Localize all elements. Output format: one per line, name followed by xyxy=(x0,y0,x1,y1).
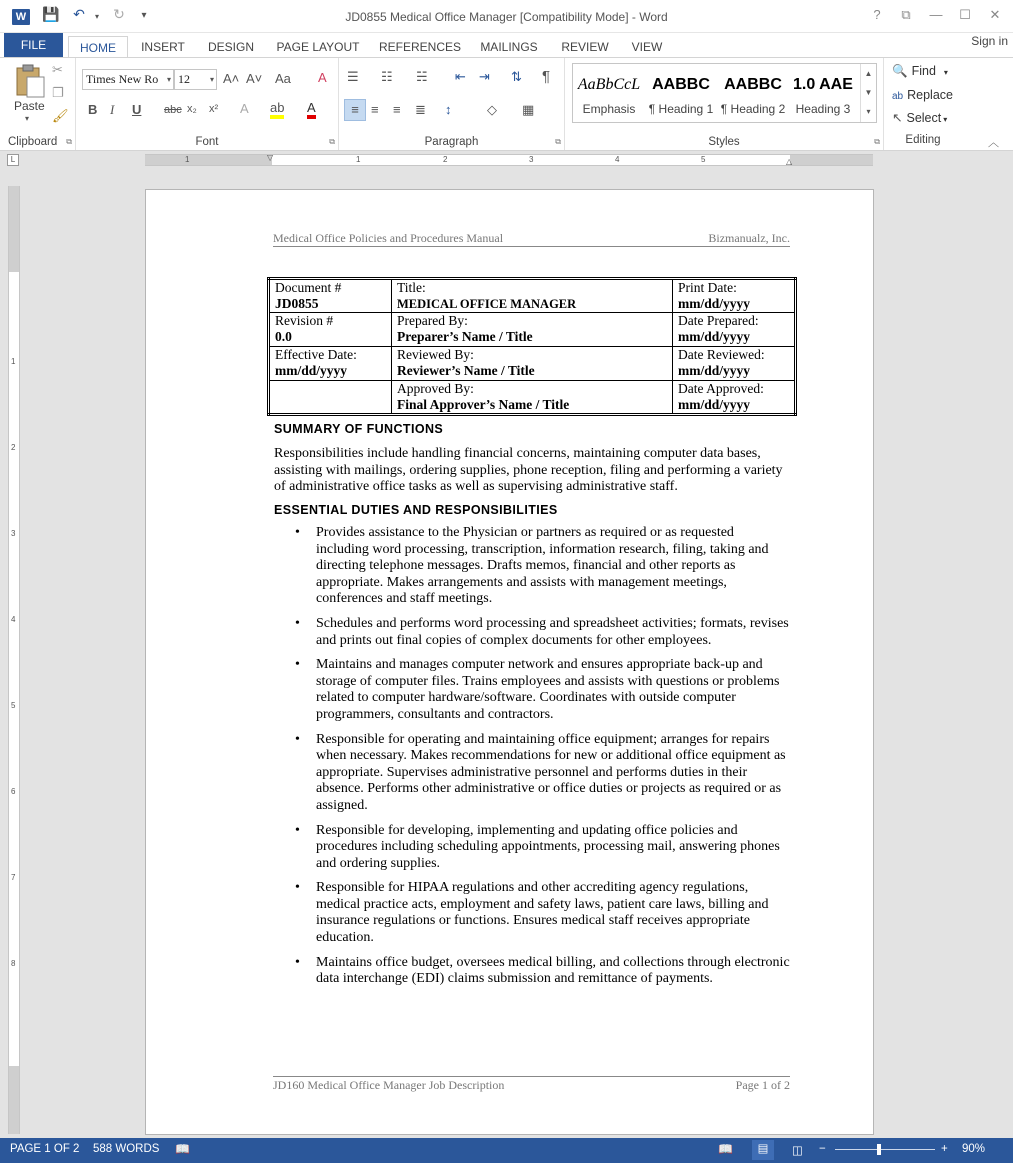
duty-text: Provides assistance to the Physician or partners as required or as requested including word processing, transcription, information research, filing, taking and directing telephone messages. Drafts memos, financial and other reports as appropriate. Makes arrangements and assists with management meetings, conferences and staff meetings. xyxy=(316,525,769,607)
table-row xyxy=(269,279,796,313)
style-heading-3-name: Heading 3 xyxy=(795,102,851,116)
tab-view[interactable]: VIEW xyxy=(631,40,663,54)
styles-more-icon[interactable]: ▾ xyxy=(866,107,871,116)
list-item xyxy=(290,616,790,649)
duty-text: Responsible for developing, implementing and updating office policies and procedures including scheduling appointments, processing mail, answering phones and ordering supplies. xyxy=(316,822,780,871)
table-cell xyxy=(673,313,796,347)
word-count[interactable]: 588 WORDS xyxy=(93,1143,160,1155)
show-formatting-icon[interactable]: ¶ xyxy=(542,68,551,85)
font-launcher-icon[interactable]: ⧉ xyxy=(329,137,335,146)
cell-label: Date Approved: xyxy=(678,381,764,396)
duty-text: Responsible for operating and maintaining office equipment; arranges for repairs when necessary. Makes recommendations for new or additional office equipment as appropriate. Supervises administrative personnel and performs duties in their absence. Performs other administrative or office duties or projects as required or as assigned. xyxy=(316,731,786,813)
highlight-icon[interactable]: ab xyxy=(270,101,284,119)
zoom-level[interactable]: 90% xyxy=(962,1143,986,1155)
font-color-icon[interactable]: A xyxy=(307,101,316,119)
cell-value: MEDICAL OFFICE MANAGER xyxy=(397,297,577,311)
clipboard-label: Clipboard xyxy=(8,136,58,148)
ruler-left-margin xyxy=(145,155,272,165)
underline-icon[interactable]: U xyxy=(132,102,142,117)
format-painter-icon[interactable]: 🖌 xyxy=(52,108,69,123)
duty-text: Responsible for HIPAA regulations and other accrediting agency regulations, medical practice acts, employment and safety laws, patient care laws, billing and insurance regulations or functions. Ensures medical staff receives appropriate education. xyxy=(316,880,769,946)
read-mode-icon[interactable]: 📖 xyxy=(718,1142,733,1156)
sign-in-link[interactable]: Sign in xyxy=(971,34,1008,48)
line-spacing-icon[interactable]: ↕ xyxy=(445,102,452,117)
font-size-dropdown-icon[interactable]: ▾ xyxy=(209,75,214,84)
style-heading-1[interactable] xyxy=(645,64,717,122)
table-row xyxy=(269,347,796,381)
summary-heading: SUMMARY OF FUNCTIONS xyxy=(274,422,444,436)
vertical-ruler[interactable] xyxy=(8,186,20,1134)
table-cell xyxy=(392,279,673,313)
increase-indent-icon[interactable]: ⇥ xyxy=(479,69,490,84)
font-group xyxy=(76,58,339,150)
paragraph-group xyxy=(339,58,565,150)
font-name-value: Times New Ro xyxy=(86,72,159,86)
title-bar xyxy=(0,0,1013,33)
bullet-icon: • xyxy=(295,525,300,540)
list-item xyxy=(290,955,790,988)
ruler-tick: 3 xyxy=(11,529,16,538)
header-left: Medical Office Policies and Procedures Manual xyxy=(273,231,504,245)
styles-scroll[interactable] xyxy=(860,64,876,122)
bullet-icon: • xyxy=(295,731,300,747)
ruler-tick: 6 xyxy=(11,787,16,796)
cell-value: mm/dd/yyyy xyxy=(275,363,348,378)
cell-value: Preparer’s Name / Title xyxy=(397,329,533,344)
font-name-box[interactable] xyxy=(82,69,174,90)
tab-insert[interactable]: INSERT xyxy=(141,40,185,54)
word-app-icon[interactable]: W xyxy=(12,9,30,25)
help-icon[interactable]: ? xyxy=(873,7,881,22)
cell-label: Prepared By: xyxy=(397,313,468,328)
table-row xyxy=(269,313,796,347)
ruler-tick: 4 xyxy=(615,155,620,164)
bullet-icon: • xyxy=(295,954,300,970)
strikethrough-icon[interactable]: abc xyxy=(164,104,182,116)
multilevel-list-icon[interactable]: ☵ xyxy=(416,69,428,84)
style-heading-1-sample: AABBC xyxy=(652,76,710,93)
justify-icon[interactable]: ≣ xyxy=(415,102,426,117)
web-layout-icon[interactable]: ◫ xyxy=(792,1145,803,1157)
print-layout-icon[interactable]: ▤ xyxy=(752,1140,774,1160)
table-cell xyxy=(269,381,392,415)
styles-label: Styles xyxy=(708,136,740,148)
cell-label: Revision # xyxy=(275,313,334,328)
subscript-icon[interactable]: x₂ xyxy=(187,103,197,115)
font-size-value: 12 xyxy=(178,72,190,86)
document-page[interactable] xyxy=(145,189,874,1135)
undo-dropdown-icon[interactable]: ▾ xyxy=(94,12,99,21)
ribbon-display-options-icon[interactable]: ⧉ xyxy=(901,7,911,22)
style-heading-2[interactable] xyxy=(717,64,789,122)
collapse-ribbon-icon[interactable]: ︿ xyxy=(988,137,999,149)
italic-icon[interactable]: I xyxy=(110,102,115,117)
cell-value: 0.0 xyxy=(275,329,292,344)
tab-file[interactable]: FILE xyxy=(4,33,63,58)
font-size-box[interactable] xyxy=(174,69,217,90)
ruler-tick: 2 xyxy=(443,155,448,164)
maximize-icon[interactable]: ☐ xyxy=(959,7,971,22)
cell-value: mm/dd/yyyy xyxy=(678,329,751,344)
cut-icon[interactable]: ✂ xyxy=(52,62,63,77)
copy-icon[interactable]: ❐ xyxy=(52,85,64,100)
list-item xyxy=(290,823,790,873)
bullet-icon: • xyxy=(295,657,300,673)
tab-design[interactable]: DESIGN xyxy=(207,40,254,54)
ruler-tick: 1 xyxy=(11,357,16,366)
cell-label: Document # xyxy=(275,280,342,295)
cell-label: Title: xyxy=(397,280,426,295)
ruler-tick: 5 xyxy=(701,155,706,164)
close-icon[interactable]: ✕ xyxy=(989,7,1001,22)
tab-review[interactable]: REVIEW xyxy=(561,40,609,54)
borders-icon[interactable]: ▦ xyxy=(522,102,535,117)
table-cell xyxy=(269,347,392,381)
select-button[interactable] xyxy=(892,110,947,125)
page-header xyxy=(273,231,790,247)
style-heading-3-sample: 1.0 AAE xyxy=(793,76,853,93)
font-name-dropdown-icon[interactable]: ▾ xyxy=(166,75,171,84)
customize-qat-icon[interactable]: ▾ xyxy=(141,10,147,21)
duties-list xyxy=(290,525,790,996)
font-label: Font xyxy=(195,136,219,148)
ruler-tick: 5 xyxy=(11,701,16,710)
cell-label: Effective Date: xyxy=(275,347,357,362)
undo-icon[interactable]: ↶ xyxy=(73,6,85,22)
tab-selector-icon[interactable]: L xyxy=(7,154,19,166)
cell-value: mm/dd/yyyy xyxy=(678,397,751,412)
cell-value: Final Approver’s Name / Title xyxy=(397,397,570,412)
numbering-icon[interactable]: ☷ xyxy=(381,69,393,84)
bullets-icon[interactable]: ☰ xyxy=(347,69,359,84)
clipboard-group xyxy=(0,58,76,150)
change-case-icon[interactable]: Aa xyxy=(275,71,291,86)
zoom-out-icon[interactable]: − xyxy=(819,1143,826,1155)
status-bar xyxy=(0,1138,1013,1163)
proofing-icon[interactable]: 📖 xyxy=(175,1142,190,1156)
document-control-table xyxy=(267,277,797,416)
cell-value: JD0855 xyxy=(275,296,319,311)
table-cell xyxy=(392,313,673,347)
cell-value: mm/dd/yyyy xyxy=(678,296,751,311)
style-heading-3[interactable] xyxy=(789,64,857,122)
find-label: Find xyxy=(911,64,936,78)
decrease-indent-icon[interactable]: ⇤ xyxy=(455,69,466,84)
grow-font-icon[interactable]: A˄ xyxy=(223,71,240,86)
list-item xyxy=(290,525,790,608)
ruler-tick: 3 xyxy=(529,155,534,164)
duties-heading: ESSENTIAL DUTIES AND RESPONSIBILITIES xyxy=(274,503,558,517)
tab-page-layout[interactable]: PAGE LAYOUT xyxy=(276,40,360,54)
right-indent-marker[interactable]: △ xyxy=(786,157,793,166)
list-item xyxy=(290,732,790,815)
style-heading-2-sample: AABBC xyxy=(724,76,782,93)
cell-label: Approved By: xyxy=(397,381,474,396)
header-right: Bizmanualz, Inc. xyxy=(708,231,790,245)
paste-dropdown-icon[interactable]: ▾ xyxy=(25,114,30,123)
minimize-icon[interactable]: — xyxy=(929,7,943,22)
paragraph-launcher-icon[interactable]: ⧉ xyxy=(555,137,561,146)
replace-icon: ab xyxy=(892,91,904,102)
style-emphasis[interactable] xyxy=(573,64,645,122)
zoom-slider-thumb[interactable] xyxy=(877,1144,881,1155)
bullet-icon: • xyxy=(295,880,300,896)
table-cell xyxy=(269,313,392,347)
paste-icon[interactable] xyxy=(14,64,46,98)
select-dropdown-icon[interactable]: ▾ xyxy=(943,115,948,124)
styles-down-icon[interactable]: ▼ xyxy=(864,88,873,97)
ruler-bottom-margin xyxy=(9,1066,19,1134)
tab-references[interactable]: REFERENCES xyxy=(378,40,461,54)
table-cell xyxy=(673,347,796,381)
align-right-icon[interactable]: ≡ xyxy=(393,102,401,117)
footer-right: Page 1 of 2 xyxy=(735,1078,790,1092)
style-heading-1-name: ¶ Heading 1 xyxy=(648,102,714,116)
ruler-right-margin xyxy=(790,155,873,165)
find-icon: 🔍 xyxy=(892,64,908,78)
align-center-icon[interactable]: ≡ xyxy=(371,102,379,117)
find-dropdown-icon[interactable]: ▾ xyxy=(943,68,948,77)
window-title: JD0855 Medical Office Manager [Compatibility Mode] - Word xyxy=(345,10,668,24)
zoom-slider[interactable] xyxy=(835,1149,935,1150)
ruler-tick: 8 xyxy=(11,959,16,968)
paragraph-label: Paragraph xyxy=(424,136,479,148)
styles-gallery xyxy=(572,63,877,123)
clear-formatting-icon[interactable]: A xyxy=(318,70,327,85)
bold-icon[interactable]: B xyxy=(88,102,98,117)
ruler-tick: 7 xyxy=(11,873,16,882)
zoom-in-icon[interactable]: + xyxy=(941,1143,948,1155)
shrink-font-icon[interactable]: A˅ xyxy=(246,71,263,86)
find-button[interactable] xyxy=(892,64,948,79)
ruler-tick: 4 xyxy=(11,615,16,624)
cell-label: Print Date: xyxy=(678,280,737,295)
text-effects-icon[interactable]: A xyxy=(240,101,249,116)
ruler-top-margin xyxy=(9,186,19,272)
table-cell xyxy=(673,279,796,313)
cell-label: Date Reviewed: xyxy=(678,347,765,362)
summary-paragraph: Responsibilities include handling financial concerns, maintaining computer data bases, assisting with mailings, ordering supplies, phone reception, filing and performing a variety of administrative office tasks as well as supervising administrative staff. xyxy=(274,446,783,495)
style-heading-2-name: ¶ Heading 2 xyxy=(720,102,786,116)
styles-up-icon[interactable]: ▲ xyxy=(864,69,873,78)
superscript-icon[interactable]: x² xyxy=(209,103,219,115)
save-icon[interactable]: 💾 xyxy=(42,6,60,22)
table-cell xyxy=(392,381,673,415)
footer-left: JD160 Medical Office Manager Job Description xyxy=(273,1078,505,1092)
clipboard-launcher-icon[interactable]: ⧉ xyxy=(66,137,72,146)
horizontal-ruler[interactable] xyxy=(145,154,873,166)
first-line-indent-marker[interactable]: ▽ xyxy=(267,153,274,162)
tab-home[interactable]: HOME xyxy=(68,36,128,58)
bullet-icon: • xyxy=(295,822,300,838)
shading-icon[interactable]: ◇ xyxy=(487,102,497,117)
cell-value: mm/dd/yyyy xyxy=(678,363,751,378)
bullet-icon: • xyxy=(295,615,300,631)
list-item xyxy=(290,880,790,946)
align-left-icon[interactable]: ≡ xyxy=(344,99,366,121)
table-cell xyxy=(673,381,796,415)
select-icon: ↖ xyxy=(892,111,903,125)
replace-button[interactable] xyxy=(892,88,953,102)
ruler-tick: 1 xyxy=(356,155,361,164)
sort-icon[interactable]: ⇅ xyxy=(511,69,522,84)
ruler-tick: 1 xyxy=(185,155,190,164)
replace-label: Replace xyxy=(907,88,953,102)
cell-label: Reviewed By: xyxy=(397,347,474,362)
page-footer xyxy=(273,1076,790,1092)
editing-label: Editing xyxy=(905,134,941,146)
page-count[interactable]: PAGE 1 OF 2 xyxy=(10,1143,80,1155)
ribbon-tabs xyxy=(0,33,1013,58)
redo-icon[interactable]: ↻ xyxy=(113,6,125,22)
styles-launcher-icon[interactable]: ⧉ xyxy=(874,137,880,146)
style-emphasis-name: Emphasis xyxy=(582,102,636,116)
select-label: Select xyxy=(906,111,942,125)
cell-value: Reviewer’s Name / Title xyxy=(397,363,535,378)
table-row xyxy=(269,381,796,415)
ribbon xyxy=(0,57,1013,151)
list-item xyxy=(290,657,790,723)
duty-text: Maintains and manages computer network and ensures appropriate back-up and storage of computer files. Trains employees and assists with questions or problems related to computer hardware/software. Coordinates with outside computer programmers, consultants and contractors. xyxy=(316,657,780,722)
table-cell xyxy=(392,347,673,381)
ruler-tick: 2 xyxy=(11,443,16,452)
style-emphasis-sample: AaBbCcL xyxy=(577,76,641,93)
tab-mailings[interactable]: MAILINGS xyxy=(480,40,538,54)
table-cell xyxy=(269,279,392,313)
paste-button[interactable]: Paste xyxy=(14,99,45,113)
cell-label: Date Prepared: xyxy=(678,313,759,328)
duty-text: Schedules and performs word processing and spreadsheet activities; formats, revises and prints out final copies of complex documents for other employees. xyxy=(316,615,789,648)
duty-text: Maintains office budget, oversees medical billing, and collections through electronic data interchange (EDI) claims submission and remittance of payments. xyxy=(316,954,790,987)
